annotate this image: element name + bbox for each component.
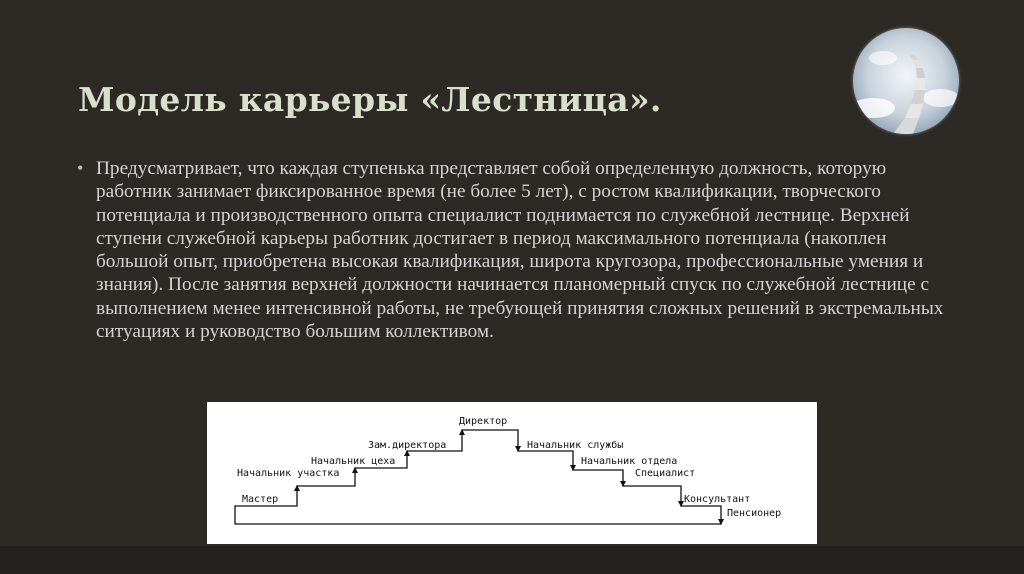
label-specialist: Специалист [635,468,696,479]
career-ladder-diagram [207,402,817,544]
slide-title: Модель карьеры «Лестница». [78,80,662,119]
label-section-head: Начальник участка [237,468,340,479]
label-director: Директор [459,416,508,427]
staircase-sky-image [853,28,959,134]
label-shop-head: Начальник цеха [311,456,396,467]
label-pensioner: Пенсионер [727,508,782,519]
bottom-band [0,546,1024,574]
bullet-marker: • [77,158,84,178]
label-master: Мастер [242,494,279,505]
label-service-head: Начальник службы [527,440,624,451]
label-deputy-director: Зам.директора [368,440,447,451]
body-paragraph: Предусматривает, что каждая ступенька представляет собой определенную должность, которую работник занимает фиксированное время (не более 5 лет), с ростом квалификации, творческого потенциала и производственного опыта специалист поднимается по служебной лестнице. Верхней ступени служебной карьеры работник достигает в период максимального потенциала (накоплен большой опыт, приобретена высокая квалификация, широта кругозора, профессиональные умения и знания). После занятия верхней должности начинается планомерный спуск по служебной лестнице с выполнением менее интенсивной работы, не требующей принятия сложных решений в экстремальных ситуациях и руководство большим коллективом. [96,158,944,343]
label-department-head: Начальник отдела [581,456,678,467]
label-consultant: Консультант [684,494,751,505]
